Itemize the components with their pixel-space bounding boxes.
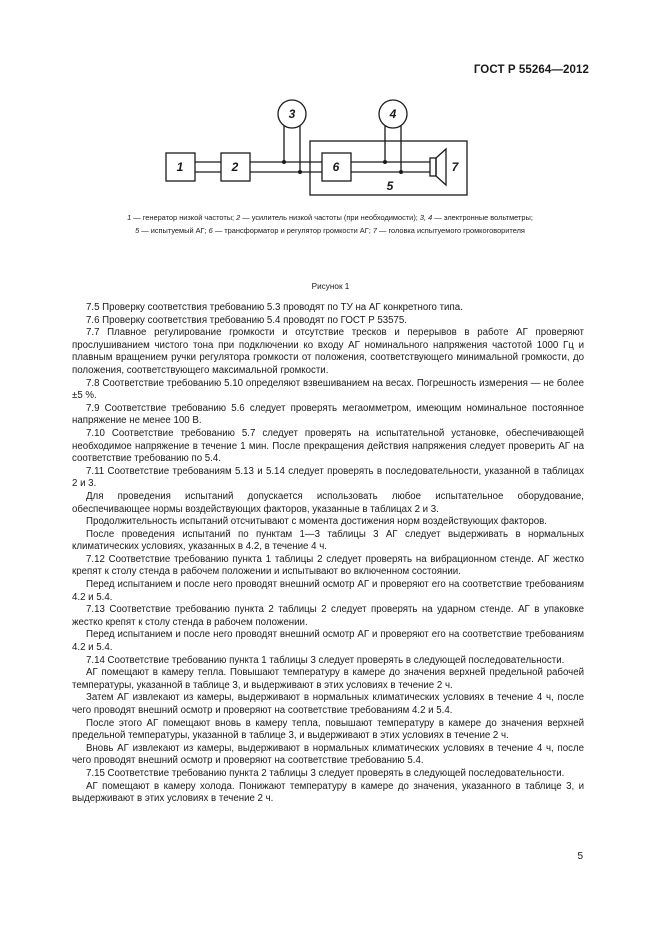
figure-caption: Рисунок 1 xyxy=(311,282,350,291)
paragraph: 7.11 Соответствие требованиям 5.13 и 5.14 следует проверять в последовательности, указанной в таблицах 2 и 3. xyxy=(72,465,584,490)
paragraph: Вновь АГ извлекают из камеры, выдерживают в нормальных климатических условиях в течение 4 ч, после чего проводят внешний осмотр и проверяют на соответствие требованию 5.4. xyxy=(72,742,584,767)
paragraph: 7.13 Соответствие требованию пункта 2 таблицы 2 следует проверять на ударном стенде. АГ в упаковке жестко крепят к столу стенда в рабочем положении. xyxy=(72,604,584,628)
paragraph: 7.15 Соответствие требованию пункта 2 таблицы 3 следует проверять в следующей последовательности. xyxy=(86,767,565,779)
body-text xyxy=(72,302,584,806)
paragraph: 7.6 Проверку соответствия требованию 5.4 проводят по ГОСТ Р 53575. xyxy=(86,314,407,326)
paragraph: 7.12 Соответствие требованию пункта 1 таблицы 2 следует проверять на вибрационном стенде. АГ жестко крепят к столу стенда в рабочем положении и испытывают во включенном состоянии. xyxy=(72,553,584,578)
legend-key-1: 1 xyxy=(127,213,132,222)
page-number: 5 xyxy=(577,851,583,862)
paragraph: После этого АГ помещают вновь в камеру тепла, повышают температуру в камере до значения верхней предельной температуры, указанной в таблице 3, и выдерживают в этих условиях в течение 2 ч. xyxy=(72,717,584,742)
legend-key-7: 7 xyxy=(372,226,377,235)
paragraph: 7.7 Плавное регулирование громкости и отсутствие тресков и перерывов в работе АГ проверяют прослушиванием чистого тона при подключении ко входу АГ номинального напряжения частотой 1000 Гц и плавным вращением ручки регулятора громкости от положения, соответствующего минимальной громкости, до положения, соответствующего максимальной громкости. xyxy=(72,327,584,376)
legend-text-5: — испытуемый АГ; xyxy=(139,226,209,235)
legend-text-3: — электронные вольтметры; xyxy=(432,213,533,222)
paragraph: Затем АГ извлекают из камеры, выдерживают в нормальных климатических условиях в течение 4 ч, после чего проводят внешний осмотр и проверяют на соответствие требованиям 4.2 и 5.4. xyxy=(72,692,584,716)
paragraph: Перед испытанием и после него проводят внешний осмотр АГ и проверяют его на соответствие требованиям 4.2 и 5.4. xyxy=(72,579,584,603)
legend-key-2: 2 xyxy=(236,213,241,222)
legend-key-6: 6 xyxy=(208,226,213,235)
paragraph: 7.5 Проверку соответствия требованию 5.3 проводят по ТУ на АГ конкретного типа. xyxy=(86,302,463,313)
paragraph: После проведения испытаний по пунктам 1—3 таблицы 3 АГ следует выдерживать в нормальных климатических условиях, указанных в 4.2, в течение 4 ч. xyxy=(72,528,584,553)
paragraph: Для проведения испытаний допускается использовать любое испытательное оборудование, обеспечивающее нормы воздействующих факторов, указанные в таблицах 2 и 3. xyxy=(72,490,584,515)
paragraph: АГ помещают в камеру тепла. Повышают температуру в камере до значения верхней предельной рабочей температуры, указанной в таблице 3, и выдерживают в этих условиях в течение 2 ч. xyxy=(72,667,584,691)
paragraph: 7.9 Соответствие требованию 5.6 следует проверять мегаомметром, имеющим номинальное постоянное напряжение не менее 100 В. xyxy=(72,402,584,427)
label-4: 4 xyxy=(389,107,397,121)
legend-text-6: — трансформатор и регулятор громкости АГ; xyxy=(212,226,373,235)
legend-text-2: — усилитель низкой частоты (при необходимости); xyxy=(240,213,420,222)
speaker-magnet xyxy=(430,158,436,176)
label-7: 7 xyxy=(451,160,459,174)
standard-header: ГОСТ Р 55264—2012 xyxy=(473,64,589,76)
figure-1 xyxy=(0,0,661,291)
figure-legend xyxy=(40,211,620,237)
legend-text-1: — генератор низкой частоты; xyxy=(131,213,237,222)
label-3: 3 xyxy=(288,107,296,121)
label-1: 1 xyxy=(176,160,184,174)
paragraph: 7.8 Соответствие требованию 5.10 определяют взвешиванием на весах. Погрешность измерения — не более ±5 %. xyxy=(72,377,584,402)
label-6: 6 xyxy=(332,160,340,174)
paragraph: 7.14 Соответствие требованию пункта 1 таблицы 3 следует проверять в следующей последовательности. xyxy=(86,654,565,666)
paragraph: АГ помещают в камеру холода. Понижают температуру в камере до значения, указанного в таблице 3, и выдерживают в этих условиях в течение 2 ч. xyxy=(72,780,584,805)
legend-key-3: 3, 4 xyxy=(419,213,433,222)
paragraph: Перед испытанием и после него проводят внешний осмотр АГ и проверяют его на соответствие требованиям 4.2 и 5.4. xyxy=(72,629,584,654)
paragraph: 7.10 Соответствие требованию 5.7 следует проверять на испытательной установке, обеспечивающей необходимое напряжение в течение 1 мин. После прекращения действия напряжения следует проверить АГ на соответствие требованию по 5.4. xyxy=(72,427,584,465)
legend-text-7: — головка испытуемого громкоговорителя xyxy=(376,226,525,235)
legend-key-5: 5 xyxy=(135,226,140,235)
label-2: 2 xyxy=(231,160,239,174)
label-5: 5 xyxy=(386,179,394,193)
paragraph: Продолжительность испытаний отсчитывают с момента достижения норм воздействующих факторов. xyxy=(86,516,547,528)
